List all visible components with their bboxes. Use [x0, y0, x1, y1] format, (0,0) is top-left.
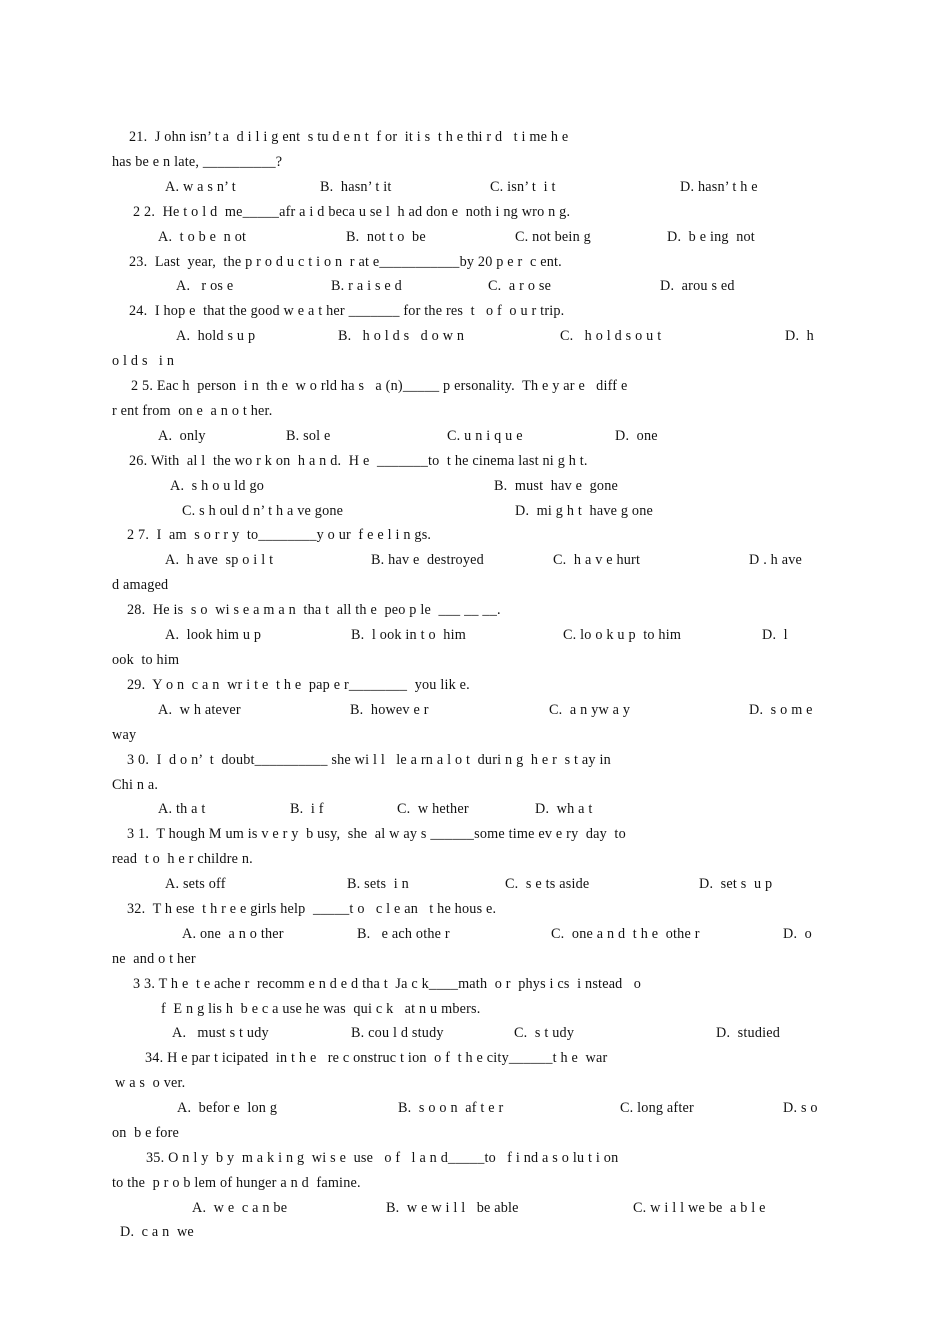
question-26-line-1: 26. With al l the wo r k on h a n d. H e _______to t he cinema last ni g h t. [129, 453, 588, 469]
option-33-d: D. studied [716, 1025, 781, 1041]
option-32-d: D. o [783, 926, 812, 942]
question-30-line-2: Chi n a. [112, 777, 159, 793]
option-34-b: B. s o o n af t e r [398, 1100, 504, 1116]
option-34-d-continued: on b e fore [112, 1125, 180, 1141]
option-29-d: D. s o m e [749, 702, 813, 718]
question-32-line-1: 32. T h ese t h r e e girls help _____t o c l e an t he hous e. [127, 901, 497, 917]
option-21-b: B. hasn’ t it [320, 179, 392, 195]
option-34-c: C. long after [620, 1100, 694, 1116]
option-25-d: D. one [615, 428, 658, 444]
option-35-a: A. w e c a n be [192, 1200, 288, 1216]
option-26-a: A. s h o u ld go [170, 478, 265, 494]
option-29-a: A. w h atever [158, 702, 241, 718]
option-24-c: C. h o l d s o u t [560, 328, 662, 344]
option-32-c: C. one a n d t h e othe r [551, 926, 700, 942]
option-27-a: A. h ave sp o i l t [165, 552, 274, 568]
option-27-c: C. h a v e hurt [553, 552, 641, 568]
option-31-c: C. s e ts aside [505, 876, 590, 892]
question-28-line-2: ook to him [112, 652, 180, 668]
question-21-line-2: has be e n late, __________? [112, 154, 283, 170]
question-25-line-2: r ent from on e a n o t her. [112, 403, 273, 419]
option-23-b: B. r a i s e d [331, 278, 402, 294]
question-22-line-1: 2 2. He t o l d me_____afr a i d beca u se l h ad don e noth i ng wro n g. [133, 204, 571, 220]
option-22-d: D. b e ing not [667, 229, 755, 245]
option-27-d: D . h ave [749, 552, 803, 568]
option-31-d: D. set s u p [699, 876, 773, 892]
option-28-d: D. l [762, 627, 788, 643]
option-24-a: A. hold s u p [176, 328, 256, 344]
option-30-c: C. w hether [397, 801, 469, 817]
question-31-line-2: read t o h e r childre n. [112, 851, 253, 867]
option-23-d: D. arou s ed [660, 278, 735, 294]
option-22-a: A. t o b e n ot [158, 229, 247, 245]
option-23-a: A. r os e [176, 278, 234, 294]
option-30-d: D. wh a t [535, 801, 593, 817]
option-31-a: A. sets off [165, 876, 226, 892]
option-28-b: B. l ook in t o him [351, 627, 466, 643]
question-24-line-1: 24. I hop e that the good w e a t her _______ for the res t o f o u r trip. [129, 303, 565, 319]
option-34-d: D. s o [783, 1100, 818, 1116]
question-33-line-2: f E n g lis h b e c a use he was qui c k at n u mbers. [161, 1001, 481, 1017]
question-30-line-1: 3 0. I d o n’ t doubt__________ she wi l l le a rn a l o t duri n g h e r s t ay in [127, 752, 611, 768]
option-23-c: C. a r o se [488, 278, 552, 294]
question-33-line-1: 3 3. T h e t e ache r recomm e n d e d tha t Ja c k____math o r phys i cs i nstead o [133, 976, 642, 992]
option-21-c: C. isn’ t i t [490, 179, 556, 195]
question-34-line-2: w a s o ver. [115, 1075, 186, 1091]
option-21-a: A. w a s n’ t [165, 179, 236, 195]
option-30-a: A. th a t [158, 801, 206, 817]
option-26-c: C. s h oul d n’ t h a ve gone [182, 503, 344, 519]
option-35-c: C. w i l l we be a b l e [633, 1200, 766, 1216]
option-25-a: A. only [158, 428, 206, 444]
question-25-line-1: 2 5. Eac h person i n th e w o rld ha s a (n)_____ p ersonality. Th e y ar e diff e [131, 378, 628, 394]
option-31-b: B. sets i n [347, 876, 409, 892]
option-28-c: C. lo o k u p to him [563, 627, 682, 643]
option-26-b: B. must hav e gone [494, 478, 618, 494]
question-31-line-1: 3 1. T hough M um is v e r y b usy, she al w ay s ______some time ev e ry day to [127, 826, 626, 842]
option-35-d: D. c a n we [120, 1224, 194, 1240]
option-29-b: B. howev e r [350, 702, 429, 718]
question-29-line-2: way [112, 727, 137, 743]
option-22-c: C. not bein g [515, 229, 591, 245]
option-24-b: B. h o l d s d o w n [338, 328, 465, 344]
option-35-b: B. w e w i l l be able [386, 1200, 519, 1216]
option-32-b: B. e ach othe r [357, 926, 450, 942]
option-21-d: D. hasn’ t h e [680, 179, 758, 195]
option-25-c: C. u n i q u e [447, 428, 523, 444]
question-28-line-1: 28. He is s o wi s e a m a n tha t all th e peo p le ___ __ __. [127, 602, 501, 618]
question-32-line-2: ne and o t her [112, 951, 196, 967]
option-33-a: A. must s t udy [172, 1025, 269, 1041]
question-34-line-1: 34. H e par t icipated in t h e re c onstruc t ion o f t h e city______t h e war [145, 1050, 608, 1066]
option-28-a: A. look him u p [165, 627, 262, 643]
option-25-b: B. sol e [286, 428, 331, 444]
question-24-line-2: o l d s i n [112, 353, 175, 369]
option-29-c: C. a n yw a y [549, 702, 631, 718]
option-26-d: D. mi g h t have g one [515, 503, 653, 519]
question-27-line-2: d amaged [112, 577, 169, 593]
option-22-b: B. not t o be [346, 229, 426, 245]
option-33-c: C. s t udy [514, 1025, 575, 1041]
option-24-d: D. h [785, 328, 814, 344]
question-27-line-1: 2 7. I am s o r r y to________y o ur f e e l i n gs. [127, 527, 432, 543]
question-29-line-1: 29. Y o n c a n wr i t e t h e pap e r________ you lik e. [127, 677, 470, 693]
question-35-line-2: to the p r o b lem of hunger a n d famine. [112, 1175, 361, 1191]
option-27-b: B. hav e destroyed [371, 552, 484, 568]
option-33-b: B. cou l d study [351, 1025, 444, 1041]
option-32-a: A. one a n o ther [182, 926, 284, 942]
question-21-line-1: 21. J ohn isn’ t a d i l i g ent s tu d e n t f or it i s t h e thi r d t i me h e [129, 129, 569, 145]
option-30-b: B. i f [290, 801, 324, 817]
question-35-line-1: 35. O n l y b y m a k i n g wi s e use o f l a n d_____to f i nd a s o lu t i on [146, 1150, 619, 1166]
option-34-a: A. befor e lon g [177, 1100, 278, 1116]
question-23-line-1: 23. Last year, the p r o d u c t i o n r at e___________by 20 p e r c ent. [129, 254, 562, 270]
